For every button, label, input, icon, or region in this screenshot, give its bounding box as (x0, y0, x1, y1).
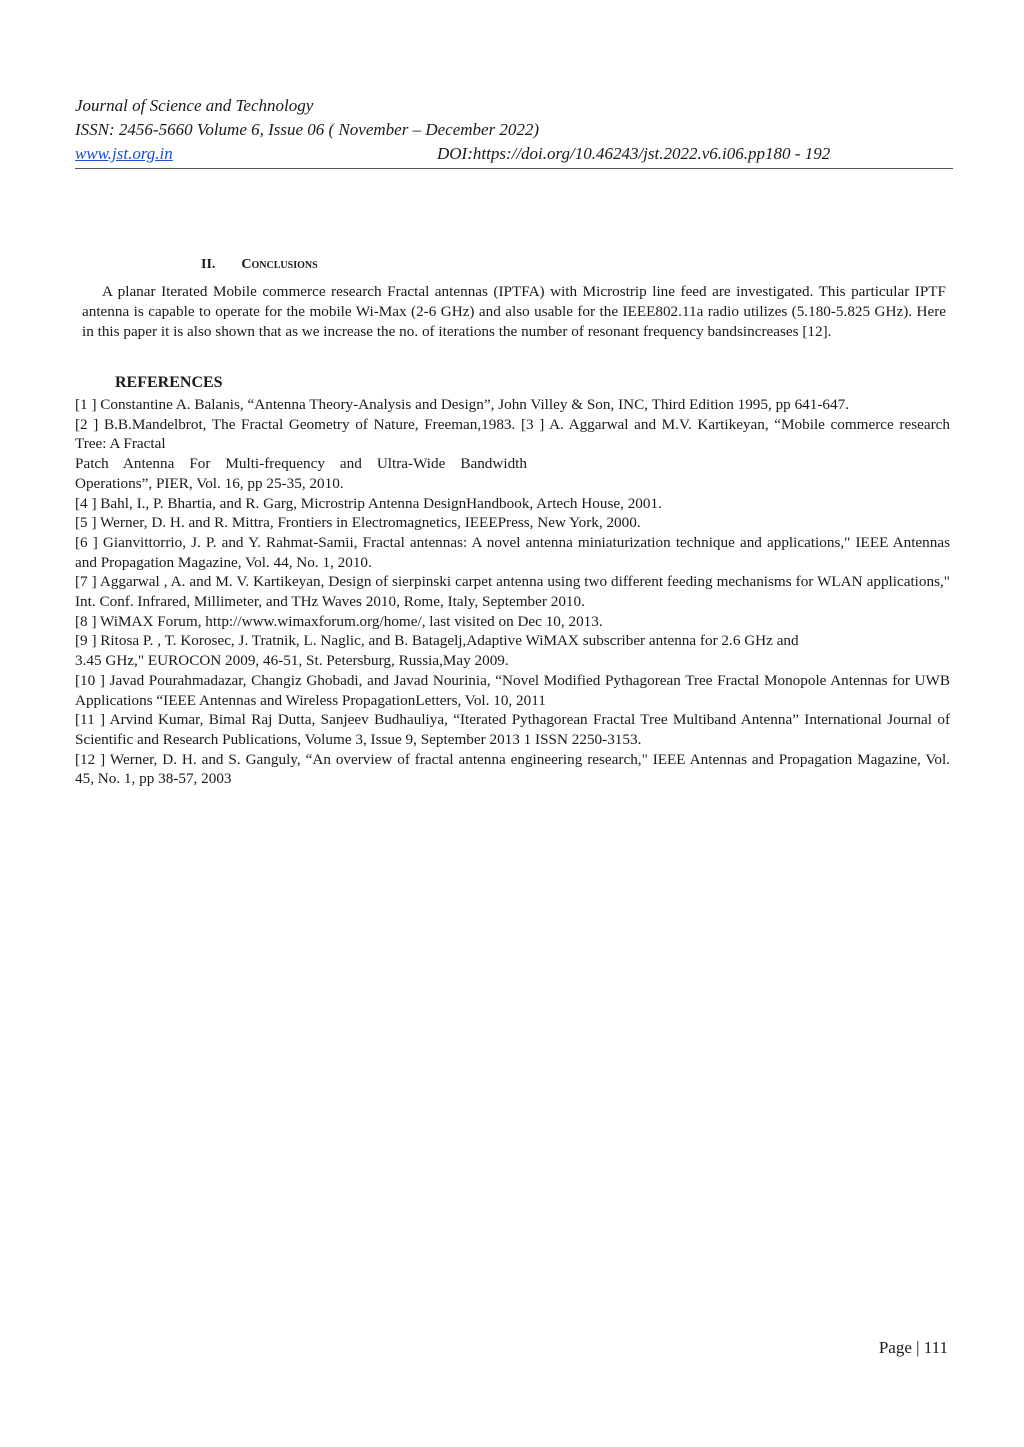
conclusion-text: A planar Iterated Mobile commerce research Fractal antennas (IPTFA) with Microstrip line feed are investigated. This particular IPTF antenna is capable to operate for the mobile Wi-Max (2-6 GHz) and also usable for the IEEE802.11a radio utilizes (5.180-5.825 GHz). Here in this paper it is also shown that as we increase the no. of iterations the number of resonant frequency bandsincreases [12]. (82, 283, 946, 340)
reference-item: [1 ] Constantine A. Balanis, “Antenna Theory-Analysis and Design”, John Villey & Son, INC, Third Edition 1995, pp 641-647. (75, 396, 849, 413)
page-number: Page | 111 (878, 1338, 948, 1357)
reference-item (75, 454, 950, 474)
journal-title: Journal of Science and Technology (75, 96, 314, 115)
reference-item: [4 ] Bahl, I., P. Bhartia, and R. Garg, Microstrip Antenna DesignHandbook, Artech House, 2001. (75, 494, 662, 512)
reference-item: [6 ] Gianvittorrio, J. P. and Y. Rahmat-Samii, Fractal antennas: A novel antenna miniaturization technique and applications," IEEE Antennas and Propagation Magazine, Vol. 44, No. 1, 2010. (75, 533, 950, 571)
reference-text: Patch Antenna For Multi-frequency and Ultra-Wide Bandwidth (75, 455, 527, 473)
journal-url-link[interactable]: www.jst.org.in (75, 144, 173, 163)
reference-item: [7 ] Aggarwal , A. and M. V. Kartikeyan, Design of sierpinski carpet antenna using two different feeding mechanisms for WLAN applications," Int. Conf. Infrared, Millimeter, and THz Waves 2010, Rome, Italy, September 2010. (75, 573, 950, 611)
section-title: Conclusions (241, 257, 318, 272)
reference-item: [9 ] Ritosa P. , T. Korosec, J. Tratnik, L. Naglic, and B. Batagelj,Adaptive WiMAX subscriber antenna for 2.6 GHz and (75, 632, 799, 650)
reference-item: Operations”, PIER, Vol. 16, pp 25-35, 2010. (75, 474, 344, 492)
page-header (75, 94, 953, 169)
issn-line: ISSN: 2456-5660 Volume 6, Issue 06 ( November – December 2022) (75, 120, 540, 139)
reference-item: [5 ] Werner, D. H. and R. Mittra, Frontiers in Electromagnetics, IEEEPress, New York, 2000. (75, 514, 641, 532)
reference-item: [11 ] Arvind Kumar, Bimal Raj Dutta, Sanjeev Budhauliya, “Iterated Pythagorean Fractal Tree Multiband Antenna” International Journal of Scientific and Research Publications, Volume 3, Issue 9, September 2013 1 ISSN 2250-3153. (75, 711, 950, 748)
reference-item: [2 ] B.B.Mandelbrot, The Fractal Geometry of Nature, Freeman,1983. [3 ] A. Aggarwal and M.V. Kartikeyan, “Mobile commerce research Tree: A Fractal (75, 415, 950, 453)
section-number: II. (201, 257, 216, 272)
header-link-row (75, 142, 953, 169)
conclusion-paragraph (82, 282, 946, 342)
references-heading: REFERENCES (115, 374, 223, 391)
section-heading (201, 257, 318, 273)
reference-item: [10 ] Javad Pourahmadazar, Changiz Ghobadi, and Javad Nourinia, “Novel Modified Pythagorean Tree Fractal Monopole Antennas for UWB Applications “IEEE Antennas and Wireless PropagationLetters, Vol. 10, 2011 (75, 671, 950, 709)
doi-text: DOI:https://doi.org/10.46243/jst.2022.v6.i06.pp180 - 192 (437, 144, 831, 163)
reference-item: [12 ] Werner, D. H. and S. Ganguly, “An overview of fractal antenna engineering research," IEEE Antennas and Propagation Magazine, Vol. 45, No. 1, pp 38-57, 2003 (75, 750, 950, 788)
reference-item: 3.45 GHz," EUROCON 2009, 46-51, St. Petersburg, Russia,May 2009. (75, 652, 509, 670)
reference-item: [8 ] WiMAX Forum, http://www.wimaxforum.org/home/, last visited on Dec 10, 2013. (75, 612, 603, 630)
reference-list (75, 395, 950, 789)
